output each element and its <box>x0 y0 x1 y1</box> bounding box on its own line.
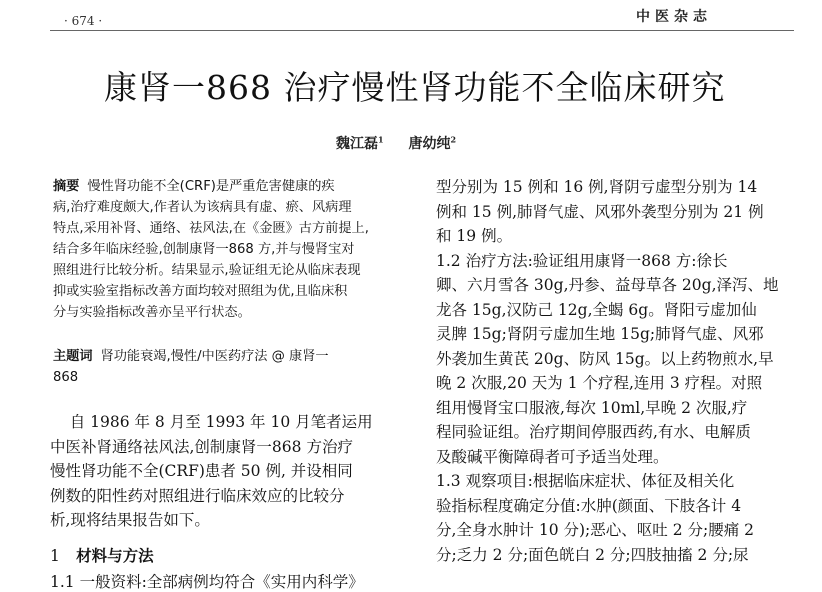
body-line: 组用慢肾宝口服液,每次 10ml,早晚 2 次服,疗 <box>436 398 748 417</box>
introduction <box>50 410 410 533</box>
abstract-line: 病,治疗难度颇大,作者认为该病具有虚、瘀、风病理 <box>53 200 352 215</box>
keywords-label: 主题词 <box>53 349 93 364</box>
body-line: 慢性肾功能不全(CRF)患者 50 例, 并设相同 <box>50 462 353 480</box>
page-number: · 674 · <box>64 14 103 28</box>
body-line: 1.3 观察项目:根据临床症状、体征及相关化 <box>436 472 735 490</box>
body-line: 和 19 例。 <box>436 227 513 245</box>
body-line: 例数的阳性药对照组进行临床效应的比较分 <box>50 486 345 505</box>
keywords-line <box>53 346 402 367</box>
abstract-line: 结合多年临床经验,创制康肾一868 方,并与慢肾宝对 <box>53 242 355 257</box>
body-line: 外袭加生黄芪 20g、防风 15g。以上药物煎水,早 <box>436 349 774 368</box>
body-line: 晚 2 次服,20 天为 1 个疗程,连用 3 疗程。对照 <box>436 374 763 392</box>
section-number: 1 <box>50 547 60 565</box>
abstract-label: 摘要 <box>53 179 80 194</box>
body-line: 灵脾 15g;肾阴亏虚加生地 15g;肺肾气虚、风邪 <box>436 325 764 343</box>
body-line: 中医补肾通络祛风法,创制康肾一868 方治疗 <box>50 437 353 456</box>
body-line: 及酸碱平衡障碍者可予适当处理。 <box>436 447 669 466</box>
author-name: 唐幼纯 <box>408 136 451 152</box>
author-affiliation: 1 <box>378 134 384 145</box>
abstract <box>53 176 402 323</box>
authors <box>336 133 456 153</box>
section-heading <box>50 544 154 566</box>
keywords-text: 肾功能衰竭,慢性/中医药疗法 @ 康肾一 <box>100 349 329 364</box>
article-title: 康肾一868 治疗慢性肾功能不全临床研究 <box>104 68 726 107</box>
abstract-line <box>53 176 402 197</box>
body-line: 分;乏力 2 分;面色㿠白 2 分;四肢抽搐 2 分;尿 <box>436 545 749 564</box>
abstract-line: 特点,采用补肾、通络、祛风法,在《金匮》古方前提上, <box>53 221 369 236</box>
subsection-line: 1.1 一般资料:全部病例均符合《实用内科学》 <box>50 573 364 591</box>
section-title: 材料与方法 <box>76 546 154 565</box>
body-line: 1.2 治疗方法:验证组用康肾一868 方:徐长 <box>436 251 728 270</box>
right-column <box>436 175 806 567</box>
body-line: 分,全身水肿计 10 分);恶心、呕吐 2 分;腰痛 2 <box>436 521 755 539</box>
body-line: 例和 15 例,肺肾气虚、风邪外袭型分别为 21 例 <box>436 202 764 221</box>
author-name: 魏江磊 <box>336 136 378 152</box>
body-line: 程同验证组。治疗期间停服西药,有水、电解质 <box>436 423 751 441</box>
keywords-line: 868 <box>53 370 79 385</box>
keywords <box>53 346 402 388</box>
header-rule <box>50 30 794 31</box>
body-line: 卿、六月雪各 30g,丹参、益母草各 20g,泽泻、地 <box>436 276 779 294</box>
abstract-line: 照组进行比较分析。结果显示,验证组无论从临床表现 <box>53 263 361 278</box>
author-affiliation: 2 <box>450 134 457 145</box>
body-line: 型分别为 15 例和 16 例,肾阴亏虚型分别为 14 <box>436 178 758 196</box>
body-line: 验指标程度确定分值:水肿(颜面、下肢各计 4 <box>436 496 742 515</box>
abstract-line: 抑或实验室指标改善方面均较对照组为优,且临床积 <box>53 284 348 299</box>
body-line: 龙各 15g,汉防己 12g,全蝎 6g。肾阳亏虚加仙 <box>436 300 757 319</box>
body-line: 自 1986 年 8 月至 1993 年 10 月笔者运用 <box>50 413 373 431</box>
journal-name: 中医杂志 <box>636 9 712 25</box>
abstract-line: 分与实验指标改善亦呈平行状态。 <box>53 305 251 320</box>
body-line: 析,现将结果报告如下。 <box>50 511 210 529</box>
abstract-text: 慢性肾功能不全(CRF)是严重危害健康的疾 <box>87 179 335 194</box>
